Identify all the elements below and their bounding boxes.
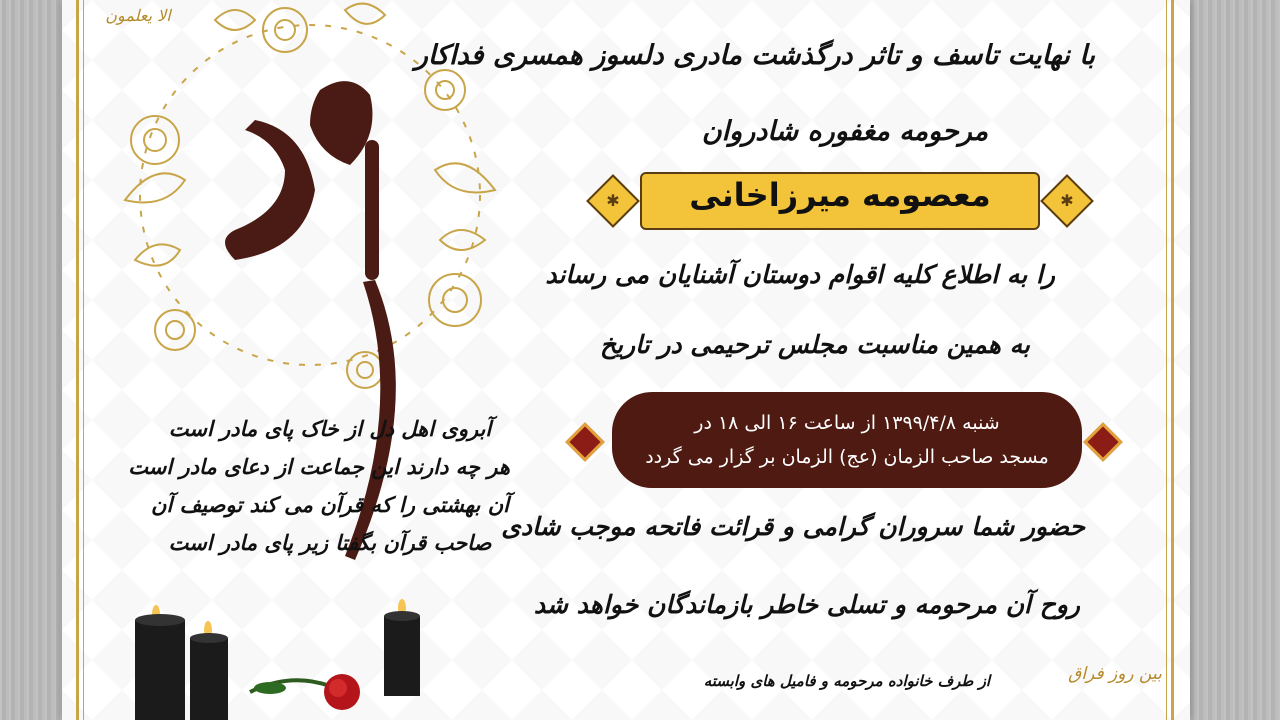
place-line: مسجد صاحب الزمان (عج) الزمان بر گزار می گردد: [645, 446, 1049, 468]
poem-line: هر چه دارند این جماعت از دعای مادر است: [128, 454, 510, 479]
deceased-name: معصومه میرزاخانی: [689, 176, 991, 214]
banner-ornament-right: ✱: [1040, 174, 1094, 228]
poem-line: آن بهشتی را که قرآن می کند توصیف آن: [151, 492, 509, 517]
banner-ornament-left: ✱: [586, 174, 640, 228]
date-line: شنبه ۱۳۹۹/۴/۸ از ساعت ۱۶ الی ۱۸ در: [694, 412, 1000, 434]
closing-line-2: روح آن مرحومه و تسلی خاطر بازماندگان خواهد شد: [533, 590, 1080, 619]
date-place-box: [612, 392, 1082, 488]
title-line: مرحومه مغفوره شادروان: [701, 116, 989, 147]
poem-line: صاحب قرآن بگفتا زیر پای مادر است: [168, 530, 492, 555]
poem-block: [128, 410, 510, 562]
name-banner: [580, 172, 1100, 230]
closing-line-1: حضور شما سروران گرامی و قرائت فاتحه موجب شادی: [501, 512, 1085, 541]
family-signature: از طرف خانواده مرحومه و فامیل های وابسته: [703, 672, 990, 690]
calligraphy-signature-top: الا يعلمون: [105, 6, 171, 25]
candles-illustration: [120, 580, 440, 720]
calligraphy-signature-bottom: بین روز فراق: [1068, 664, 1162, 684]
announcement-line: را به اطلاع کلیه اقوام دوستان آشنایان می رساند: [545, 260, 1055, 289]
poem-line: آبروی اهل دل از خاک پای مادر است: [168, 416, 492, 441]
ceremony-line: به همین مناسبت مجلس ترحیمی در تاریخ: [599, 330, 1030, 359]
intro-line: با نهایت تاسف و تاثر درگذشت مادری دلسوز همسری فداکار: [414, 40, 1095, 71]
